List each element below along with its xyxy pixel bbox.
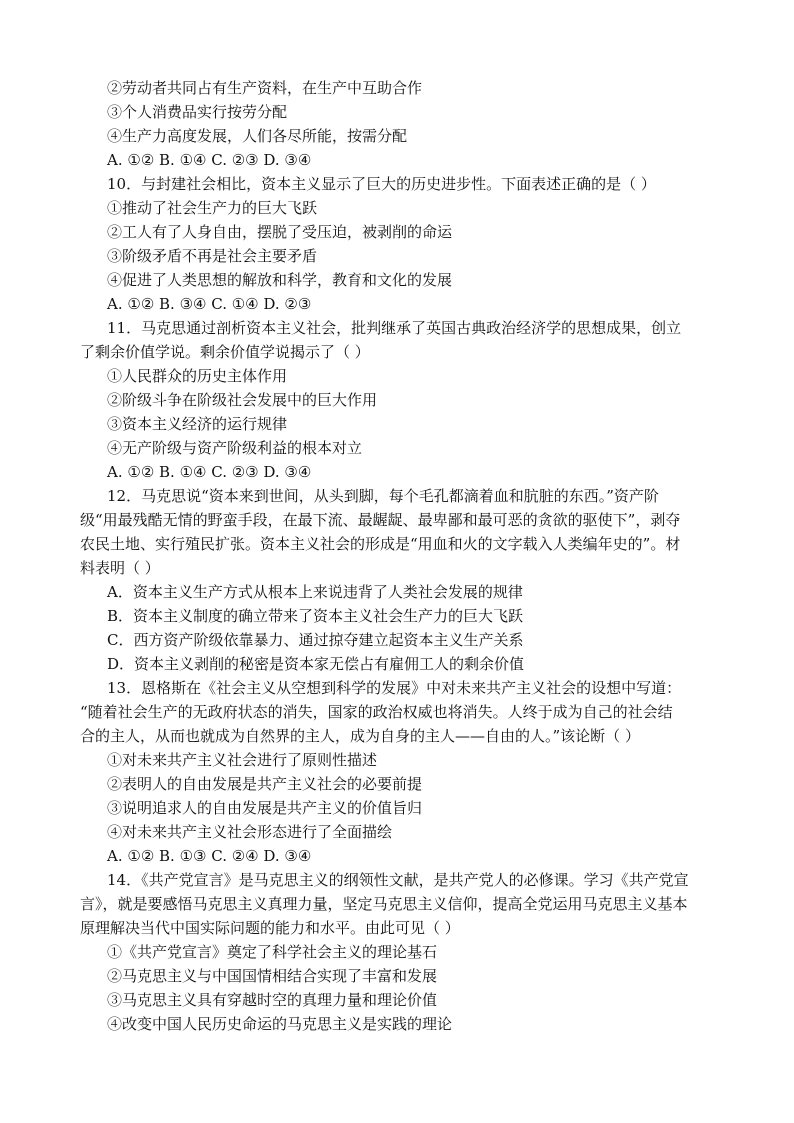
q10-item-2: ②工人有了人身自由，摆脱了受压迫，被剥削的命运 [107, 223, 453, 241]
q12-stem-line2: 级“用最残酷无情的野蛮手段，在最下流、最龌龊、最卑鄙和最可恶的贪欲的驱使下”，剥夺 [80, 511, 681, 529]
q14-stem-line3: 原理解决当代中国实际问题的能力和水平。由此可见（ ） [80, 919, 460, 937]
q10-options: A. ①② B. ③④ C. ①④ D. ②③ [107, 295, 312, 313]
q12-choice-d: D．资本主义剥削的秘密是资本家无偿占有雇佣工人的剩余价值 [107, 655, 525, 673]
q14-item-2: ②马克思主义与中国国情相结合实现了丰富和发展 [107, 967, 438, 985]
q13-item-1: ①对未来共产主义社会进行了原则性描述 [107, 751, 378, 769]
q11-item-4: ④无产阶级与资产阶级利益的根本对立 [107, 439, 363, 457]
q13-stem-line2: “随着社会生产的无政府状态的消失，国家的政治权威也将消失。人终于成为自己的社会结 [80, 703, 673, 721]
q12-choice-b: B．资本主义制度的确立带来了资本主义社会生产力的巨大飞跃 [107, 607, 524, 625]
q9-item-4: ④生产力高度发展，人们各尽所能，按需分配 [107, 127, 408, 145]
q11-item-1: ①人民群众的历史主体作用 [107, 367, 288, 385]
q13-options: A. ①② B. ①③ C. ②④ D. ③④ [107, 847, 312, 865]
q11-item-3: ③资本主义经济的运行规律 [107, 415, 288, 433]
q14-stem-line2: 言》，就是要感悟马克思主义真理力量，坚定马克思主义信仰，提高全党运用马克思主义基本 [80, 895, 688, 913]
q12-choice-a: A．资本主义生产方式从根本上来说违背了人类社会发展的规律 [107, 583, 523, 601]
q13-item-3: ③说明追求人的自由发展是共产主义的价值旨归 [107, 799, 423, 817]
q10-item-3: ③阶级矛盾不再是社会主要矛盾 [107, 247, 318, 265]
q9-item-3: ③个人消费品实行按劳分配 [107, 103, 288, 121]
q13-stem-line1: 13．恩格斯在《社会主义从空想到科学的发展》中对未来共产主义社会的设想中写道： [107, 679, 682, 697]
q12-stem-line4: 料表明（ ） [80, 559, 160, 577]
q13-item-4: ④对未来共产主义社会形态进行了全面描绘 [107, 823, 393, 841]
q9-item-2: ②劳动者共同占有生产资料，在生产中互助合作 [107, 79, 423, 97]
q11-stem-line2: 了剩余价值学说。剩余价值学说揭示了（ ） [80, 343, 370, 361]
q11-stem-line1: 11．马克思通过剖析资本主义社会，批判继承了英国古典政治经济学的思想成果，创立 [107, 319, 682, 337]
q12-stem-line3: 农民土地、实行殖民扩张。资本主义社会的形成是“用血和火的文字载入人类编年史的”。材 [80, 535, 681, 553]
q14-item-1: ①《共产党宣言》奠定了科学社会主义的理论基石 [107, 943, 438, 961]
q14-item-4: ④改变中国人民历史命运的马克思主义是实践的理论 [107, 1015, 453, 1033]
q12-stem-line1: 12．马克思说“资本来到世间，从头到脚，每个毛孔都滴着血和肮脏的东西。”资产阶 [107, 487, 659, 505]
q10-stem: 10．与封建社会相比，资本主义显示了巨大的历史进步性。下面表述正确的是（ ） [107, 175, 656, 193]
q10-item-1: ①推动了社会生产力的巨大飞跃 [107, 199, 318, 217]
q10-item-4: ④促进了人类思想的解放和科学，教育和文化的发展 [107, 271, 453, 289]
q11-options: A. ①② B. ①④ C. ②③ D. ③④ [107, 463, 312, 481]
q11-item-2: ②阶级斗争在阶级社会发展中的巨大作用 [107, 391, 378, 409]
q12-choice-c: C．西方资产阶级依靠暴力、通过掠夺建立起资本主义生产关系 [107, 631, 524, 649]
q14-item-3: ③马克思主义具有穿越时空的真理力量和理论价值 [107, 991, 438, 1009]
q9-options: A. ①② B. ①④ C. ②③ D. ③④ [107, 151, 312, 169]
q14-stem-line1: 14．《共产党宣言》是马克思主义的纲领性文献，是共产党人的必修课。学习《共产党宣 [107, 871, 689, 889]
q13-item-2: ②表明人的自由发展是共产主义社会的必要前提 [107, 775, 423, 793]
q13-stem-line3: 合的主人，从而也就成为自然界的主人，成为自身的主人——自由的人。”该论断（ ） [80, 727, 640, 745]
